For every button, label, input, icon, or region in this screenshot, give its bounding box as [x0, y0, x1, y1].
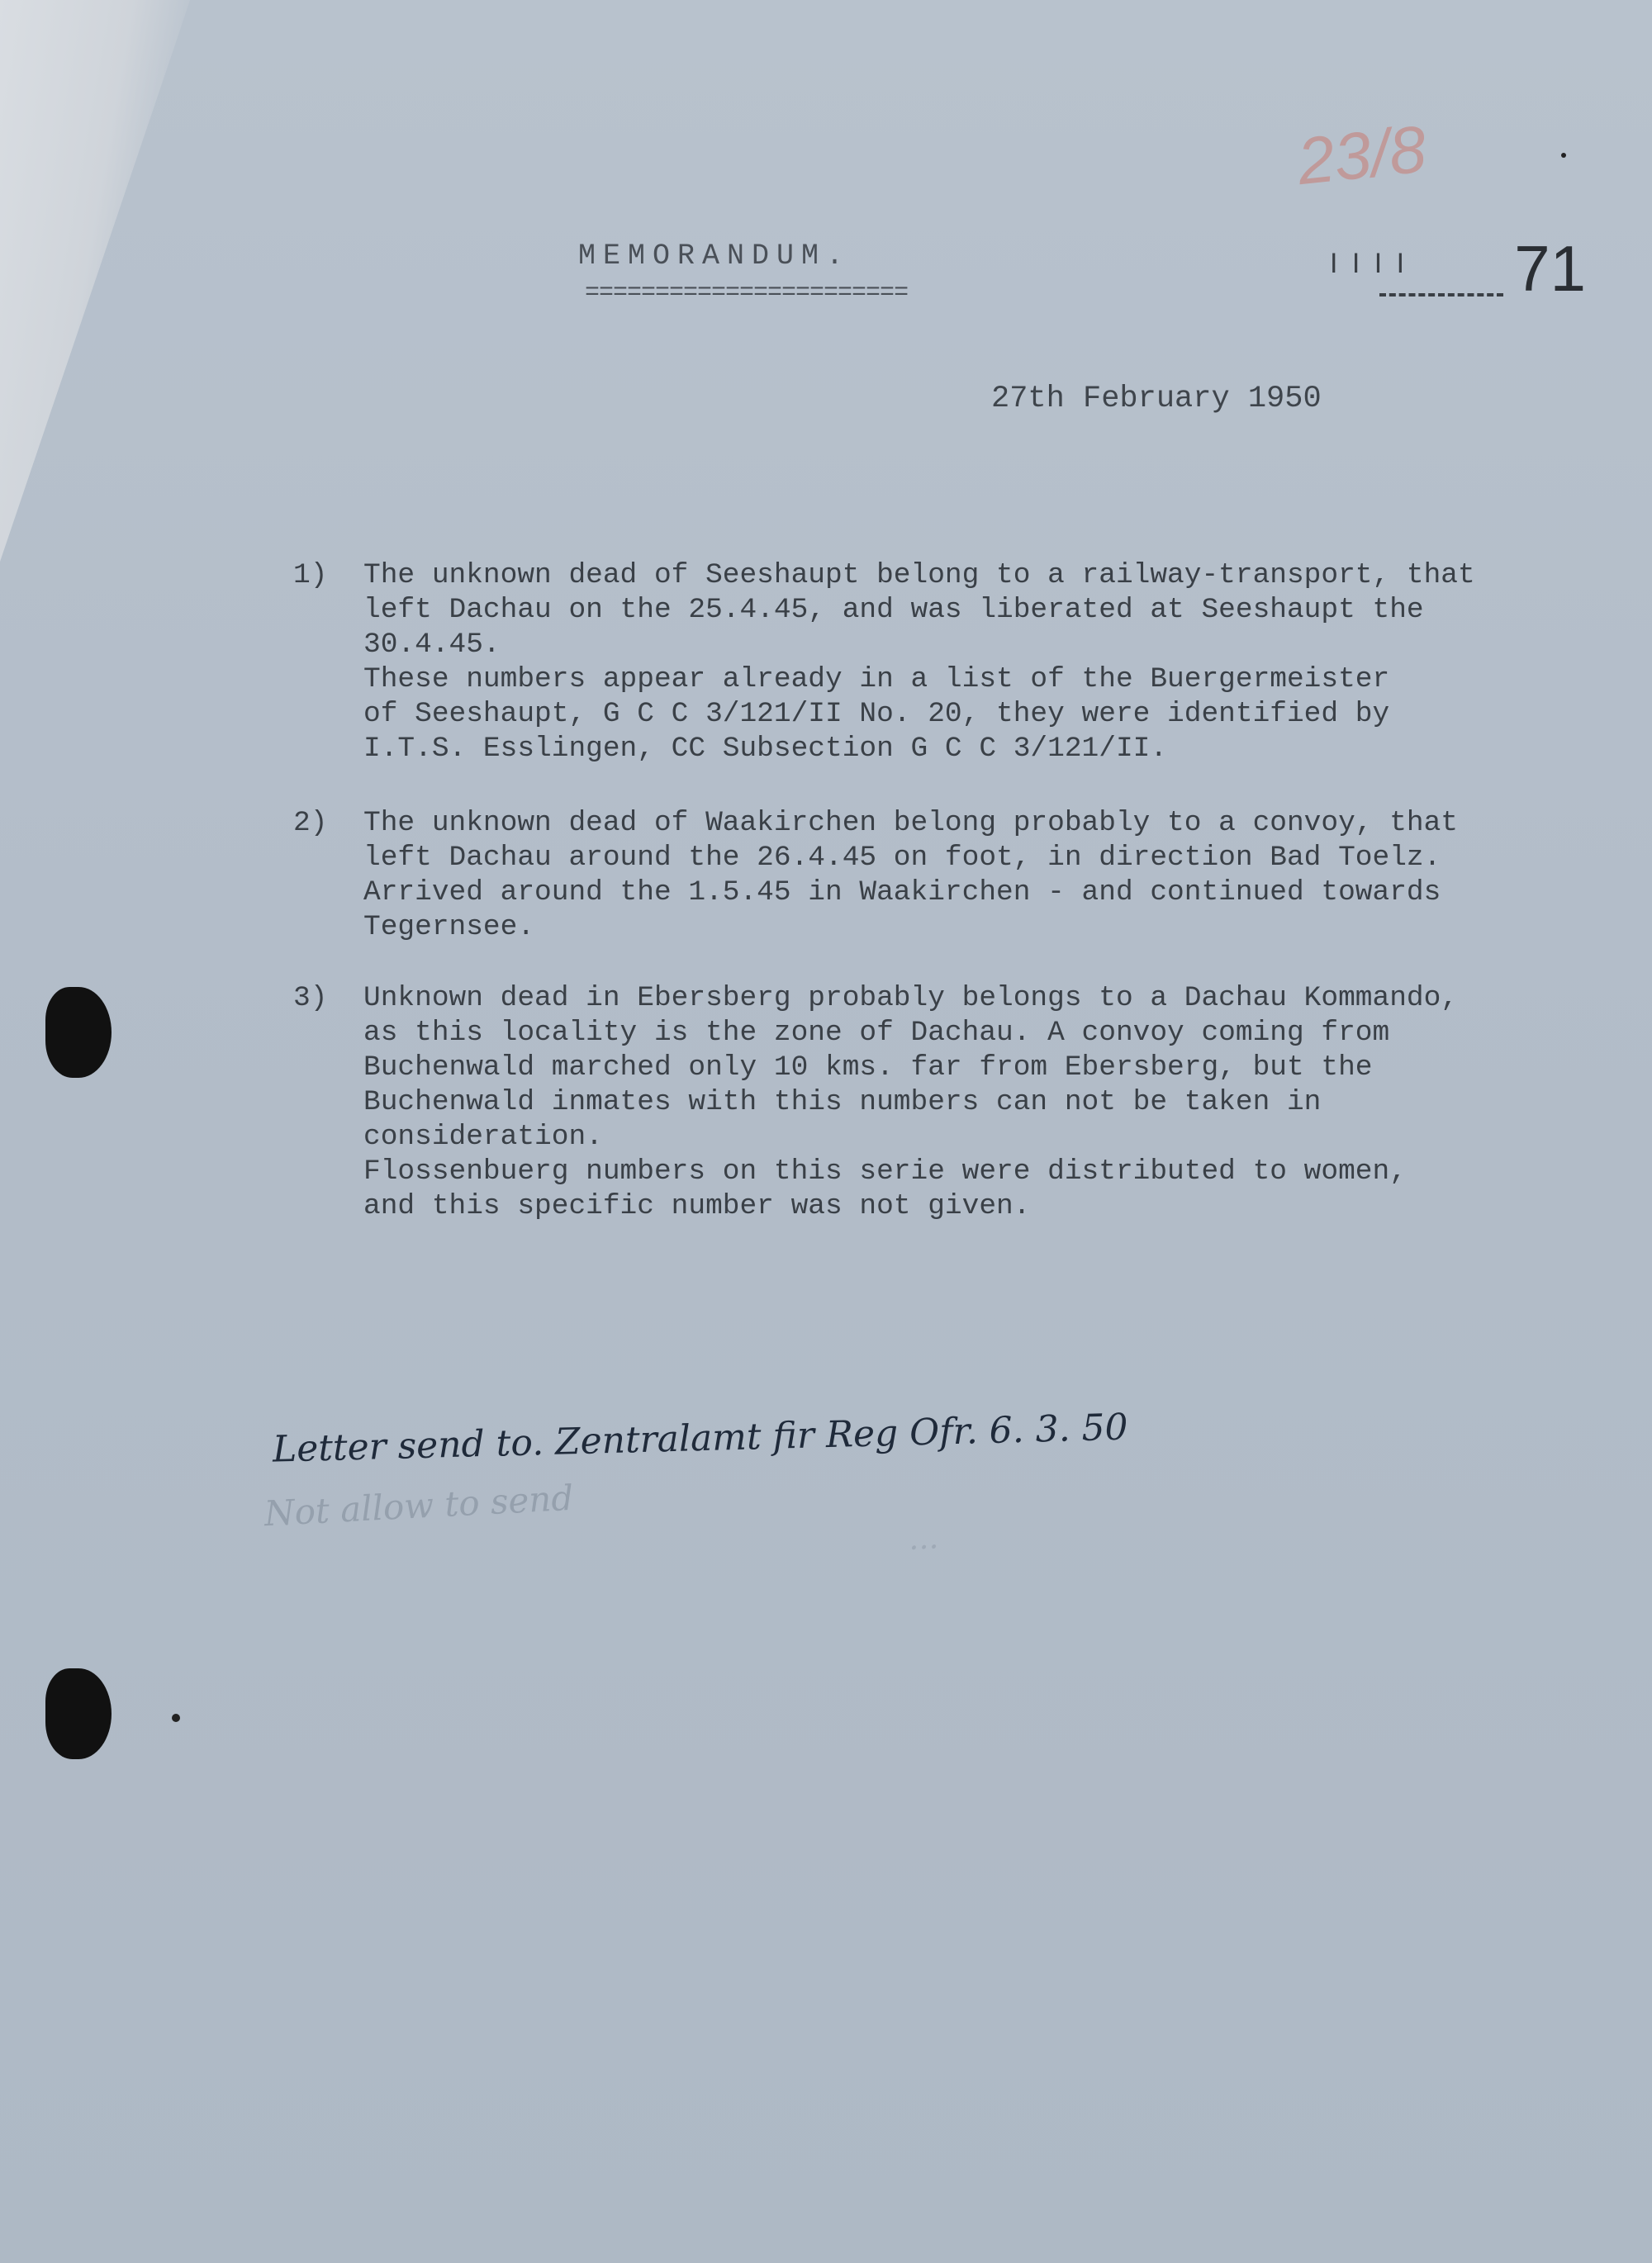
title-underline: =======================	[585, 279, 909, 304]
ink-speck	[172, 1714, 180, 1722]
folio-marks: I I I I	[1330, 248, 1408, 279]
memo-item-1	[293, 558, 1483, 773]
item-line: 30.4.45.	[363, 629, 501, 661]
item-number: 2)	[293, 807, 328, 839]
item-line: Tegernsee.	[363, 911, 535, 943]
punch-hole-top	[45, 987, 112, 1078]
item-line: consideration.	[363, 1121, 603, 1153]
item-line: as this locality is the zone of Dachau. A convoy coming from	[363, 1017, 1390, 1049]
punch-hole-bottom	[45, 1668, 112, 1759]
folded-corner	[0, 0, 190, 595]
handwritten-note-faded: Not allow to send	[263, 1477, 575, 1535]
item-line: left Dachau around the 26.4.45 on foot, in direction Bad Toelz.	[363, 842, 1441, 874]
folio-number: 71	[1514, 232, 1586, 305]
item-line: The unknown dead of Waakirchen belong probably to a convoy, that	[363, 807, 1459, 839]
item-line: and this specific number was not given.	[363, 1190, 1031, 1222]
item-line: Buchenwald marched only 10 kms. far from Ebersberg, but the	[363, 1051, 1373, 1084]
item-body	[363, 806, 1487, 945]
memo-item-2	[293, 806, 1483, 951]
item-line: Unknown dead in Ebersberg probably belongs to a Dachau Kommando,	[363, 982, 1459, 1014]
item-line: left Dachau on the 25.4.45, and was liberated at Seeshaupt the	[363, 594, 1424, 626]
item-body	[363, 558, 1487, 766]
memo-title: MEMORANDUM.	[578, 240, 852, 273]
handwritten-note: Letter send to. Zentralamt fir Reg Ofr. 6. 3. 50	[272, 1406, 1129, 1471]
item-line: Flossenbuerg numbers on this serie were distributed to women,	[363, 1155, 1407, 1188]
memo-item-3	[293, 981, 1483, 1229]
memo-date: 27th February 1950	[991, 382, 1322, 416]
archive-number: 23/8	[1294, 111, 1430, 199]
item-line: Buchenwald inmates with this numbers can not be taken in	[363, 1086, 1322, 1118]
item-line: These numbers appear already in a list of the Buergermeister	[363, 663, 1390, 695]
item-number: 1)	[293, 559, 328, 591]
item-number: 3)	[293, 982, 328, 1014]
item-line: The unknown dead of Seeshaupt belong to a railway-transport, that	[363, 559, 1475, 591]
item-line: Arrived around the 1.5.45 in Waakirchen - and continued towards	[363, 876, 1441, 909]
handwritten-note-faint: ...	[907, 1519, 940, 1557]
item-line: I.T.S. Esslingen, CC Subsection G C C 3/121/II.	[363, 733, 1168, 765]
folio-underline	[1379, 293, 1503, 297]
ink-speck	[1561, 153, 1566, 158]
item-line: of Seeshaupt, G C C 3/121/II No. 20, they were identified by	[363, 698, 1390, 730]
item-body	[363, 981, 1487, 1224]
